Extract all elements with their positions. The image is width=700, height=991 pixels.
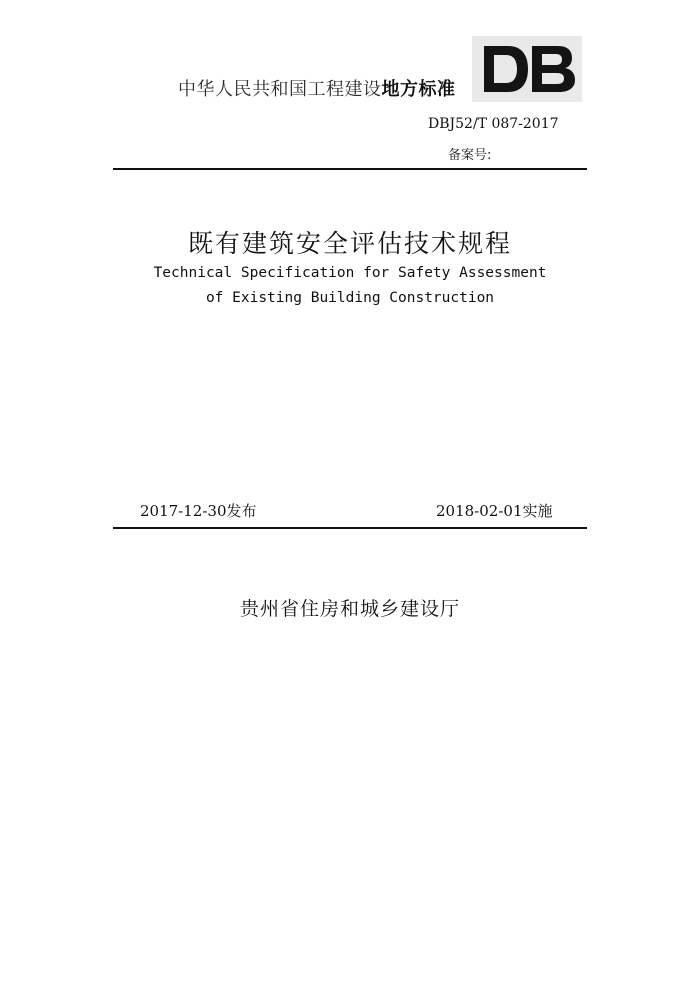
standard-number: DBJ52/T 087-2017 <box>428 116 559 132</box>
top-divider <box>113 168 587 170</box>
filing-number-label: 备案号: <box>448 148 492 163</box>
db-logo-graphic <box>472 36 582 102</box>
standard-category <box>178 75 456 101</box>
bottom-divider <box>113 527 587 529</box>
title-english-line-1: Technical Specification for Safety Assessment <box>153 265 547 281</box>
title-chinese: 既有建筑安全评估技术规程 <box>187 229 512 258</box>
standard-category-suffix: 地方标准 <box>381 79 456 100</box>
issuing-authority: 贵州省住房和城乡建设厅 <box>239 598 460 620</box>
standard-category-prefix: 中华人民共和国工程建设 <box>178 79 382 100</box>
title-english-line-2: of Existing Building Construction <box>205 290 495 306</box>
db-logo <box>472 36 582 102</box>
issue-date: 2017-12-30发布 <box>140 502 257 520</box>
implementation-date: 2018-02-01实施 <box>436 502 553 520</box>
